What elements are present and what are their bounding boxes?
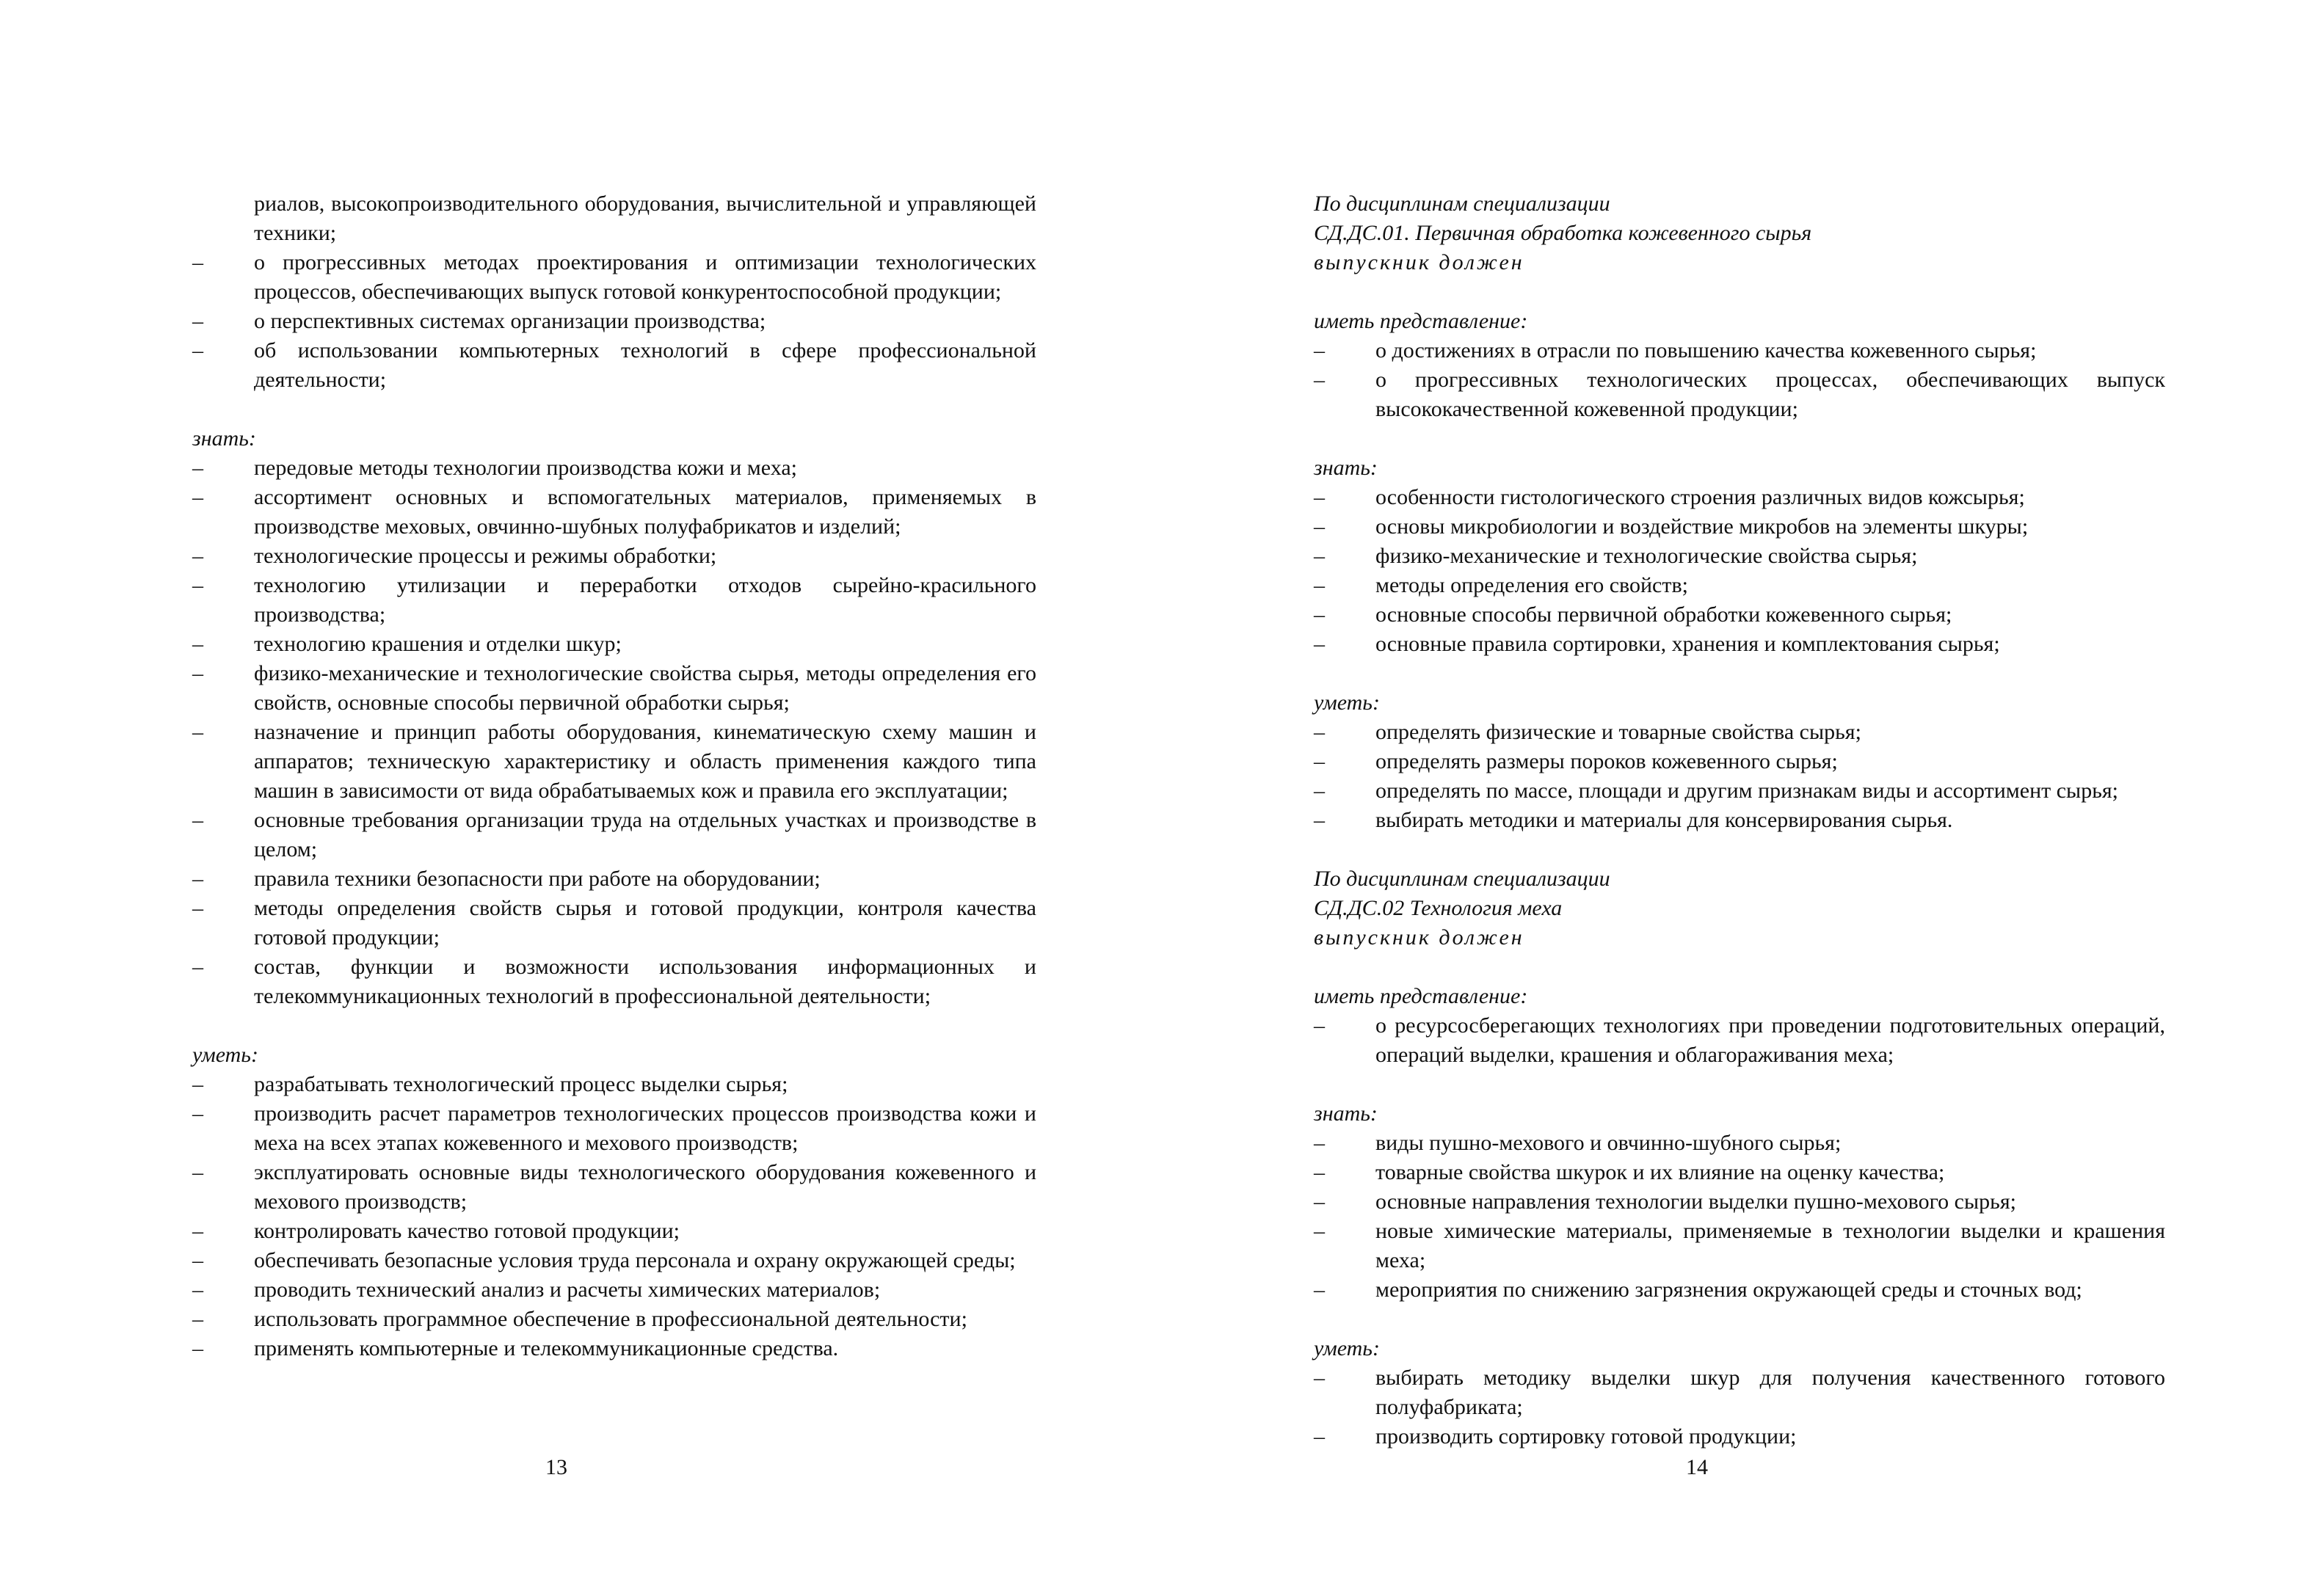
imet-list: [1314, 1011, 2165, 1070]
left-text-column: [192, 189, 1036, 1363]
list-item: – физико-механические и технологические свойства сырья, методы определения его свойств, основные способы первичной обработки сырья;: [192, 659, 1036, 718]
znat-list: [1314, 483, 2165, 659]
list-item: – о прогрессивных технологических процессах, обеспечивающих выпуск высококачественной кожевенной продукции;: [1314, 365, 2165, 424]
list-item: – о ресурсосберегающих технологиях при проведении подготовительных операций, операций выделки, крашения и облагораживания меха;: [1314, 1011, 2165, 1070]
page-number: 14: [1686, 1455, 1708, 1479]
list-item: – технологию утилизации и переработки отходов сырейно-красильного производства;: [192, 571, 1036, 630]
list-item: – правила техники безопасности при работе на оборудовании;: [192, 864, 1036, 894]
imet-heading: иметь представление:: [1314, 984, 1528, 1008]
list-item: – основы микробиологии и воздействие микробов на элементы шкуры;: [1314, 512, 2165, 542]
list-item: – основные требования организации труда на отдельных участках и производстве в целом;: [192, 806, 1036, 864]
page-14: [1156, 0, 2312, 1596]
list-item: – методы определения свойств сырья и готовой продукции, контроля качества готовой продукции;: [192, 894, 1036, 952]
list-item: – ассортимент основных и вспомогательных материалов, применяемых в производстве меховых, овчинно-шубных полуфабрикатов и изделий;: [192, 483, 1036, 542]
list-item: – выбирать методики и материалы для консервирования сырья.: [1314, 806, 2165, 835]
umet-heading: уметь:: [192, 1043, 258, 1067]
list-item: – производить сортировку готовой продукции;: [1314, 1422, 2165, 1451]
discipline-title: СД.ДС.02 Технология меха: [1314, 896, 1563, 920]
list-item: – мероприятия по снижению загрязнения окружающей среды и сточных вод;: [1314, 1275, 2165, 1305]
list-item: – виды пушно-мехового и овчинно-шубного сырья;: [1314, 1129, 2165, 1158]
list-item: – физико-механические и технологические свойства сырья;: [1314, 542, 2165, 571]
znat-heading: знать:: [1314, 456, 1378, 480]
list-item: – передовые методы технологии производства кожи и меха;: [192, 453, 1036, 483]
list-item: – новые химические материалы, применяемые в технологии выделки и крашения меха;: [1314, 1217, 2165, 1275]
graduate-must: выпускник должен: [1314, 925, 1524, 950]
list-item: – назначение и принцип работы оборудования, кинематическую схему машин и аппаратов; техническую характеристику и область применения каждого типа машин в зависимости от вида обрабатываемых кож и правила его эксплуатации;: [192, 718, 1036, 806]
right-text-column: [1314, 189, 2165, 1451]
list-item: – использовать программное обеспечение в профессиональной деятельности;: [192, 1305, 1036, 1334]
umet-list: [1314, 718, 2165, 835]
continuation-text: риалов, высокопроизводительного оборудования, вычислительной и управляющей техники;: [254, 192, 1036, 245]
list-item: – состав, функции и возможности использования информационных и телекоммуникационных технологий в профессиональной деятельности;: [192, 952, 1036, 1011]
list-item: – определять размеры пороков кожевенного сырья;: [1314, 747, 2165, 776]
list-item: – основные правила сортировки, хранения и комплектования сырья;: [1314, 630, 2165, 659]
discipline-title: СД.ДС.01. Первичная обработка кожевенного сырья: [1314, 221, 1812, 245]
section-heading: По дисциплинам специализации: [1314, 867, 1610, 891]
list-item: – проводить технический анализ и расчеты химических материалов;: [192, 1275, 1036, 1305]
list-item: – выбирать методику выделки шкур для получения качественного готового полуфабриката;: [1314, 1363, 2165, 1422]
umet-list: [192, 1070, 1036, 1363]
list-item: – технологические процессы и режимы обработки;: [192, 542, 1036, 571]
section-heading: По дисциплинам специализации: [1314, 192, 1610, 216]
imet-heading: иметь представление:: [1314, 309, 1528, 333]
list-item: – контролировать качество готовой продукции;: [192, 1217, 1036, 1246]
list-item: – эксплуатировать основные виды технологического оборудования кожевенного и мехового производств;: [192, 1158, 1036, 1217]
list-item: – особенности гистологического строения различных видов кожсырья;: [1314, 483, 2165, 512]
list-item: – основные направления технологии выделки пушно-мехового сырья;: [1314, 1187, 2165, 1217]
list-item: – о достижениях в отрасли по повышению качества кожевенного сырья;: [1314, 336, 2165, 365]
umet-heading: уметь:: [1314, 1336, 1380, 1360]
list-item: – об использовании компьютерных технологий в сфере профессиональной деятельности;: [192, 336, 1036, 395]
page-number: 13: [545, 1455, 567, 1479]
list-item: – определять по массе, площади и другим признакам виды и ассортимент сырья;: [1314, 776, 2165, 806]
list-item: – основные способы первичной обработки кожевенного сырья;: [1314, 600, 2165, 630]
znat-list: [1314, 1129, 2165, 1305]
umet-list: [1314, 1363, 2165, 1451]
znat-heading: знать:: [1314, 1101, 1378, 1126]
list-item: – о прогрессивных методах проектирования и оптимизации технологических процессов, обеспечивающих выпуск готовой конкурентоспособной продукции;: [192, 248, 1036, 307]
list-item: – методы определения его свойств;: [1314, 571, 2165, 600]
list-item: – разрабатывать технологический процесс выделки сырья;: [192, 1070, 1036, 1099]
graduate-must: выпускник должен: [1314, 250, 1524, 274]
umet-heading: уметь:: [1314, 690, 1380, 715]
list-item: – товарные свойства шкурок и их влияние на оценку качества;: [1314, 1158, 2165, 1187]
list-item: – производить расчет параметров технологических процессов производства кожи и меха на всех этапах кожевенного и мехового производств;: [192, 1099, 1036, 1158]
list-item: – о перспективных системах организации производства;: [192, 307, 1036, 336]
imet-list: [1314, 336, 2165, 424]
intro-list: [192, 248, 1036, 395]
list-item: – применять компьютерные и телекоммуникационные средства.: [192, 1334, 1036, 1363]
znat-list: [192, 453, 1036, 1011]
list-item: – обеспечивать безопасные условия труда персонала и охрану окружающей среды;: [192, 1246, 1036, 1275]
znat-heading: знать:: [192, 426, 256, 451]
list-item: – определять физические и товарные свойства сырья;: [1314, 718, 2165, 747]
list-item: – технологию крашения и отделки шкур;: [192, 630, 1036, 659]
